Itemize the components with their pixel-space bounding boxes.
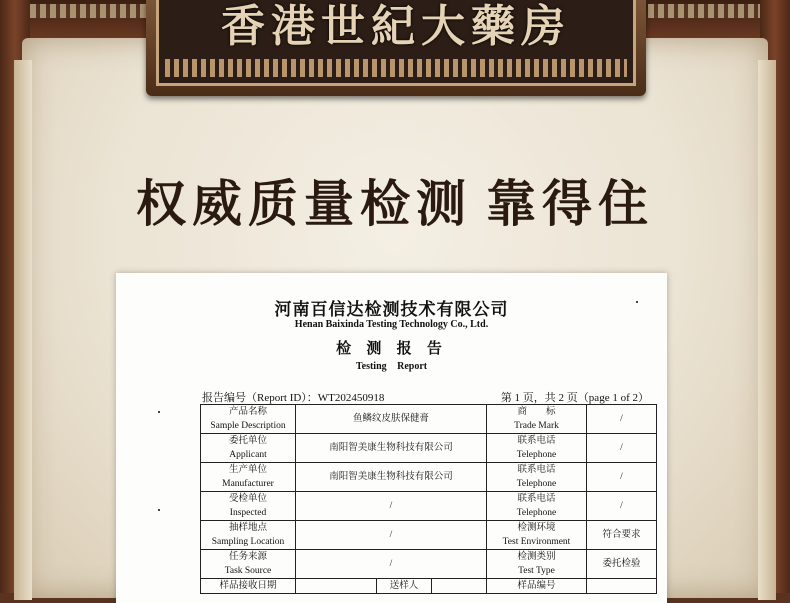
table-row — [201, 492, 657, 521]
field-label: 样品接收日期 — [201, 579, 296, 594]
field-label: 样品编号 — [487, 579, 587, 594]
field-label: 委托单位 Applicant — [201, 434, 296, 463]
field-value: / — [296, 521, 487, 550]
report-company-en: Henan Baixinda Testing Technology Co., Ltd. — [294, 319, 489, 330]
field-label: 抽样地点 Sampling Location — [201, 521, 296, 550]
store-banner — [146, 0, 646, 96]
field-label: 送样人 — [377, 579, 432, 594]
field-value: / — [587, 434, 657, 463]
field-label: 检测类别 Test Type — [487, 550, 587, 579]
field-value: / — [587, 492, 657, 521]
table-row — [201, 405, 657, 434]
field-value: / — [587, 463, 657, 492]
field-label: 受检单位 Inspected — [201, 492, 296, 521]
table-row — [201, 463, 657, 492]
report-info-table — [200, 404, 657, 594]
report-page-info: 第 1 页，共 2 页（page 1 of 2） — [500, 392, 649, 404]
headline-part-2: 靠得住 — [486, 174, 654, 233]
store-name: 香港世紀大藥房 — [221, 1, 571, 52]
field-label: 生产单位 Manufacturer — [201, 463, 296, 492]
speck — [158, 509, 160, 511]
field-label: 检测环境 Test Environment — [487, 521, 587, 550]
scroll-edge-left — [14, 60, 32, 600]
report-title-en: Testing Report — [355, 361, 428, 372]
test-report-document — [116, 273, 667, 603]
banner-panel — [156, 0, 636, 86]
field-label: 联系电话 Telephone — [487, 492, 587, 521]
report-company-cn: 河南百信达检测技术有限公司 — [274, 300, 509, 320]
field-value: / — [296, 550, 487, 579]
field-value: / — [587, 405, 657, 434]
table-row — [201, 550, 657, 579]
speck — [158, 411, 160, 413]
field-value: 南阳智美康生物科技有限公司 — [296, 434, 487, 463]
field-value — [296, 579, 377, 594]
field-value: 鱼鳞纹皮肤保健膏 — [296, 405, 487, 434]
field-label: 联系电话 Telephone — [487, 434, 587, 463]
field-value — [587, 579, 657, 594]
report-title-cn: 检 测 报 告 — [336, 339, 447, 357]
field-label: 任务来源 Task Source — [201, 550, 296, 579]
table-row — [201, 521, 657, 550]
table-row — [201, 434, 657, 463]
table-row — [201, 579, 657, 594]
field-value: 符合要求 — [587, 521, 657, 550]
field-value: 南阳智美康生物科技有限公司 — [296, 463, 487, 492]
field-label: 联系电话 Telephone — [487, 463, 587, 492]
scroll-edge-right — [758, 60, 776, 600]
headline — [0, 164, 790, 236]
speck — [636, 301, 638, 303]
field-value — [432, 579, 487, 594]
banner-fret-pattern — [165, 59, 627, 77]
report-id: 报告编号（Report ID）：WT202450918 — [202, 392, 385, 404]
field-value: 委托检验 — [587, 550, 657, 579]
field-label: 商 标 Trade Mark — [487, 405, 587, 434]
field-label: 产品名称 Sample Description — [201, 405, 296, 434]
headline-part-1: 权威质量检测 — [136, 174, 472, 233]
field-value: / — [296, 492, 487, 521]
